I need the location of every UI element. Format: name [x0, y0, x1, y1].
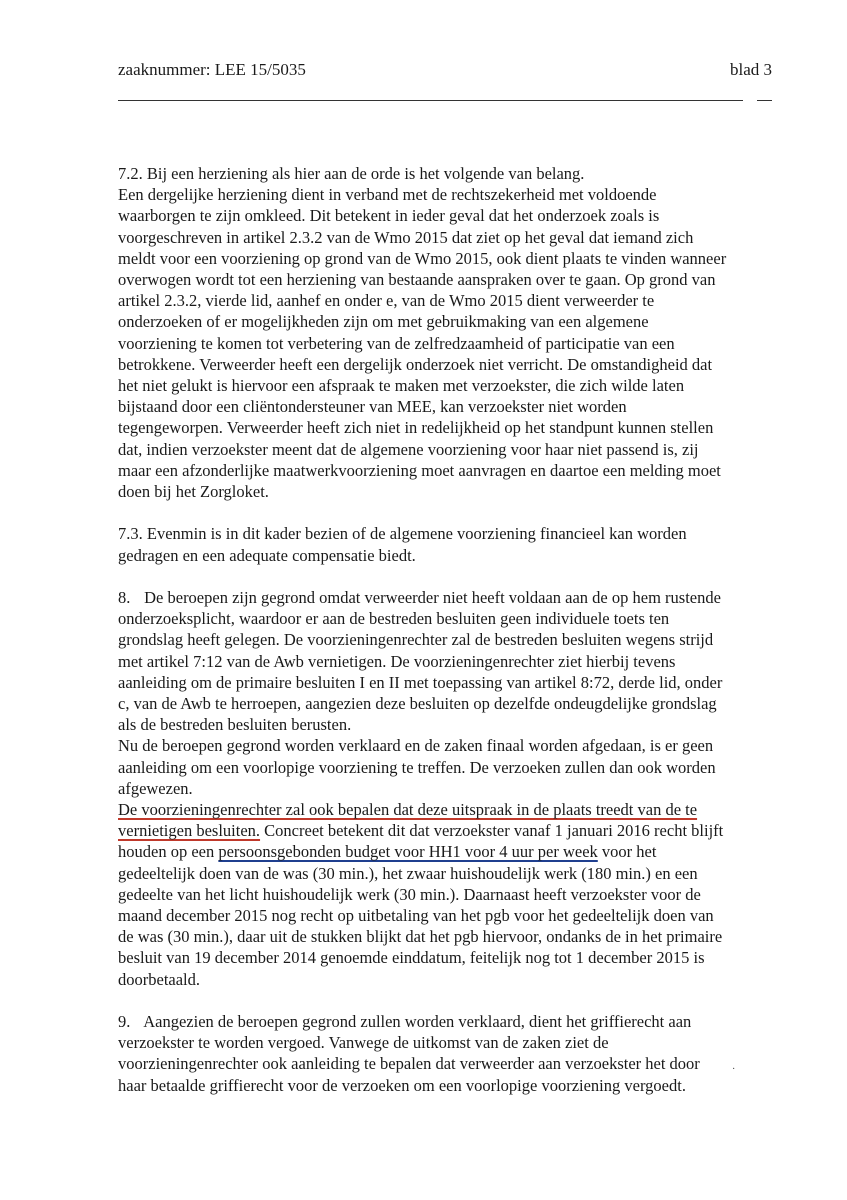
text-line: c, van de Awb te herroepen, aangezien deze besluiten op dezelfde ondeugdelijke grondslag [118, 694, 717, 714]
text-line: de was (30 min.), daar uit de stukken blijkt dat het pgb hiervoor, ondanks de in het primaire [118, 927, 723, 947]
paragraph-9 [118, 1011, 748, 1096]
text-line: verzoekster te worden vergoed. Vanwege de uitkomst van de zaken ziet de [118, 1033, 609, 1053]
paragraph-7-2 [118, 163, 748, 502]
text-line: bijstaand door een cliëntondersteuner van MEE, kan verzoekster niet worden [118, 397, 627, 417]
text-line: Concreet betekent dit dat verzoekster vanaf 1 januari 2016 recht blijft [260, 821, 724, 841]
text-line: artikel 2.3.2, vierde lid, aanhef en onder e, van de Wmo 2015 dient verweerder te [118, 291, 655, 311]
document-body [118, 163, 748, 1096]
scan-speck: · [732, 1064, 736, 1075]
text-line: onderzoeken of er mogelijkheden zijn om met gebruikmaking van een algemene [118, 312, 649, 332]
text-line: voor het [597, 842, 657, 862]
text-line: aanleiding om de primaire besluiten I en II met toepassing van artikel 8:72, derde lid, onder [118, 672, 723, 692]
text-line: Evenmin is in dit kader bezien of de algemene voorziening financieel kan worden [146, 524, 687, 544]
highlighted-text: vernietigen besluiten. [118, 821, 261, 841]
highlighted-line: De voorzieningenrechter zal ook bepalen dat deze uitspraak in de plaats treedt van de te [118, 800, 698, 820]
text-line: onderzoeksplicht, waardoor er aan de bestreden besluiten geen individuele toets ten [118, 609, 670, 629]
text-line: tegengeworpen. Verweerder heeft zich niet in redelijkheid op het standpunt kunnen stellen [118, 418, 714, 438]
text-line: gedragen en een adequate compensatie biedt. [118, 545, 416, 565]
text-line: met artikel 7:12 van de Awb vernietigen. De voorzieningenrechter ziet hierbij tevens [118, 651, 676, 671]
case-number: zaaknummer: LEE 15/5035 [118, 60, 306, 79]
paragraph-8 [118, 587, 748, 990]
text-line: houden op een [118, 842, 219, 862]
header-rule-tail [757, 100, 772, 101]
text-line: De beroepen zijn gegrond omdat verweerder niet heeft voldaan aan de op hem rustende [144, 588, 721, 608]
text-line: meldt voor een voorziening op grond van de Wmo 2015, ook dient plaats te vinden wanneer [118, 248, 727, 268]
text-line: voorgeschreven in artikel 2.3.2 van de Wmo 2015 dat ziet op het geval dat iemand zich [118, 227, 694, 247]
text-line: gedeeltelijk doen van de was (30 min.), het zwaar huishoudelijk werk (180 min.) en een [118, 863, 698, 883]
text-line: overwogen wordt tot een herziening van bestaande aanspraken over te gaan. Op grond van [118, 270, 716, 290]
text-line: voorzieningenrechter ook aanleiding te bepalen dat verweerder aan verzoekster het door [118, 1054, 700, 1074]
paragraph-number: 9. [118, 1012, 131, 1032]
paragraph-7-3 [118, 523, 748, 565]
header-rule [118, 100, 743, 101]
highlighted-text: persoonsgebonden budget voor HH1 voor 4 uur per week [218, 842, 598, 862]
text-line: besluit van 19 december 2014 genoemde einddatum, feitelijk nog tot 1 december 2015 is [118, 948, 705, 968]
paragraph-number: 8. [118, 588, 131, 608]
text-line: maand december 2015 nog recht op uitbetaling van het pgb voor het gedeeltelijk doen van [118, 906, 714, 926]
paragraph-number: 7.3. [118, 524, 143, 544]
text-line: doen bij het Zorgloket. [118, 482, 269, 502]
text-line: dat, indien verzoekster meent dat de algemene voorziening voor haar niet passend is, zij [118, 439, 699, 459]
text-line: als de bestreden besluiten berusten. [118, 715, 352, 735]
text-line: aanleiding om een voorlopige voorziening te treffen. De verzoeken zullen dan ook worden [118, 757, 716, 777]
paragraph-number: 7.2. [118, 164, 143, 183]
text-line: Aangezien de beroepen gegrond zullen worden verklaard, dient het griffierecht aan [143, 1012, 692, 1032]
text-line: betrokkene. Verweerder heeft een dergelijk onderzoek niet verricht. De omstandigheid dat [118, 354, 713, 374]
text-line: waarborgen te zijn omkleed. Dit betekent in ieder geval dat het onderzoek zoals is [118, 206, 660, 226]
text-line: Nu de beroepen gegrond worden verklaard en de zaken finaal worden afgedaan, is er geen [118, 736, 714, 756]
page-number: blad 3 [730, 60, 773, 79]
text-line: Bij een herziening als hier aan de orde is het volgende van belang. [146, 164, 585, 183]
text-line: het niet gelukt is hiervoor een afspraak te maken met verzoekster, die zich wilde laten [118, 376, 685, 396]
text-line: Een dergelijke herziening dient in verband met de rechtszekerheid met voldoende [118, 185, 657, 205]
text-line: voorziening te komen tot verbetering van de zelfredzaamheid of participatie van een [118, 333, 675, 353]
text-line: grondslag heeft gelegen. De voorzieningenrechter zal de bestreden besluiten wegens strijd [118, 630, 714, 650]
text-line: haar betaalde griffierecht voor de verzoeken om een voorlopige voorziening vergoedt. [118, 1075, 686, 1095]
text-line: maar een afzonderlijke maatwerkvoorziening moet aanvragen en daartoe een melding moet [118, 460, 721, 480]
text-line: gedeelte van het licht huishoudelijk werk (30 min.). Daarnaast heeft verzoekster voor de [118, 884, 701, 904]
text-line: afgewezen. [118, 778, 193, 798]
text-line: doorbetaald. [118, 969, 201, 989]
